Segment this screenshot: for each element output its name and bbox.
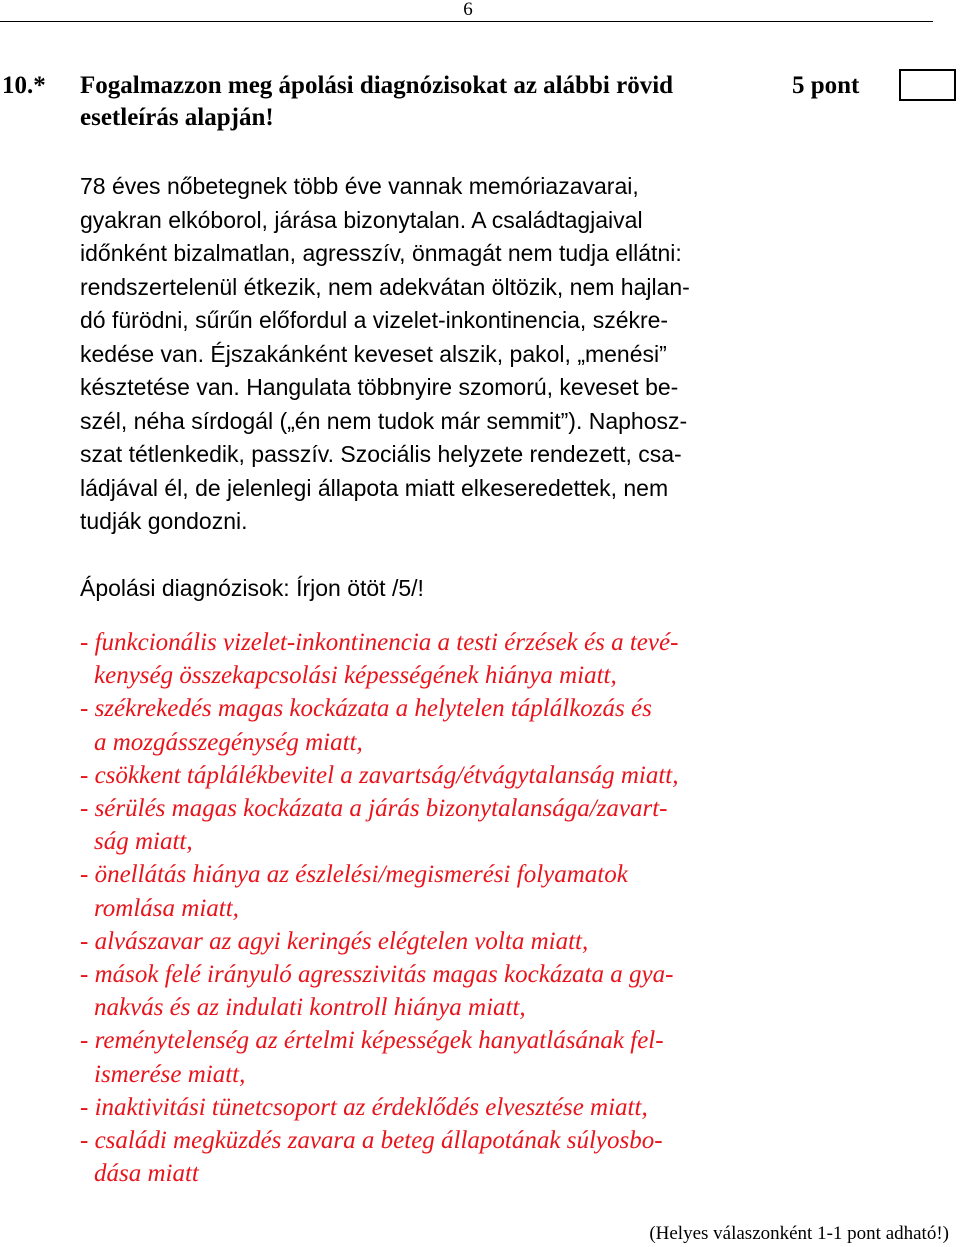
answer-line: - reménytelenség az értelmi képességek hanyatlásának fel-	[80, 1027, 664, 1055]
case-line: szél, néha sírdogál („én nem tudok már semmit”). Naphosz-	[80, 407, 688, 434]
question-number: 10.*	[2, 72, 46, 99]
case-line: tudják gondozni.	[80, 508, 248, 534]
answer-line: dása miatt	[94, 1160, 199, 1188]
answer-line: ismerése miatt,	[94, 1060, 246, 1088]
case-line: dó fürödni, sűrűn előfordul a vizelet-inkontinencia, székre-	[80, 307, 669, 333]
answer-item	[80, 1124, 780, 1190]
scoring-note: (Helyes válaszonként 1-1 pont adható!)	[649, 1223, 949, 1244]
answer-item	[80, 1091, 780, 1124]
answer-line: - önellátás hiánya az észlelési/megismerési folyamatok	[80, 861, 628, 889]
case-description	[80, 170, 770, 539]
answer-item	[80, 792, 780, 858]
case-line: kedése van. Éjszakánként keveset alszik, pakol, „menési”	[80, 340, 667, 367]
answer-item	[80, 692, 780, 758]
answer-item	[80, 759, 780, 792]
answer-line: romlása miatt,	[94, 894, 239, 922]
score-box	[899, 69, 956, 101]
answer-item	[80, 626, 780, 692]
header-rule	[0, 21, 933, 22]
page-number: 6	[463, 0, 473, 20]
instruction: Ápolási diagnózisok: Írjon ötöt /5/!	[80, 575, 424, 601]
answer-line: - inaktivitási tünetcsoport az érdeklődés elvesztése miatt,	[80, 1093, 648, 1121]
answer-item	[80, 925, 780, 958]
answer-line: nakvás és az indulati kontroll hiánya miatt,	[94, 994, 526, 1022]
case-line: ládjával él, de jelenlegi állapota miatt elkeseredettek, nem	[80, 474, 669, 501]
answer-item	[80, 958, 780, 1024]
answer-line: - családi megküzdés zavara a beteg állapotának súlyosbo-	[80, 1127, 663, 1155]
answer-list	[80, 626, 780, 1190]
answer-line: - sérülés magas kockázata a járás bizonytalansága/zavart-	[80, 795, 668, 823]
case-line: szat tétlenkedik, passzív. Szociális helyzete rendezett, csa-	[80, 441, 682, 467]
question-points: 5 pont	[792, 72, 860, 99]
answer-line: - funkcionális vizelet-inkontinencia a testi érzések és a tevé-	[80, 629, 679, 656]
case-line: rendszertelenül étkezik, nem adekvátan öltözik, nem hajlan-	[80, 273, 690, 300]
answer-line: ság miatt,	[94, 828, 193, 856]
case-line: gyakran elkóborol, járása bizonytalan. A családtagjaival	[80, 206, 643, 233]
question-title	[80, 70, 770, 134]
answer-item	[80, 858, 780, 924]
question-title-line: esetleírás alapján!	[80, 104, 274, 131]
answer-line: a mozgásszegénység miatt,	[94, 728, 363, 756]
question-title-line: Fogalmazzon meg ápolási diagnózisokat az alábbi rövid	[80, 72, 674, 99]
answer-line: - csökkent táplálékbevitel a zavartság/étvágytalanság miatt,	[80, 761, 679, 789]
case-line: 78 éves nőbetegnek több éve vannak memóriazavarai,	[80, 173, 639, 199]
case-line: késztetése van. Hangulata többnyire szomorú, keveset be-	[80, 374, 679, 400]
answer-line: - mások felé irányuló agresszivitás magas kockázata a gya-	[80, 961, 674, 989]
answer-line: - székrekedés magas kockázata a helytelen táplálkozás és	[80, 695, 652, 723]
answer-line: kenység összekapcsolási képességének hiánya miatt,	[94, 662, 617, 690]
answer-line: - alvászavar az agyi keringés elégtelen volta miatt,	[80, 927, 589, 955]
answer-item	[80, 1024, 780, 1090]
case-line: időnként bizalmatlan, agresszív, önmagát nem tudja ellátni:	[80, 240, 682, 266]
